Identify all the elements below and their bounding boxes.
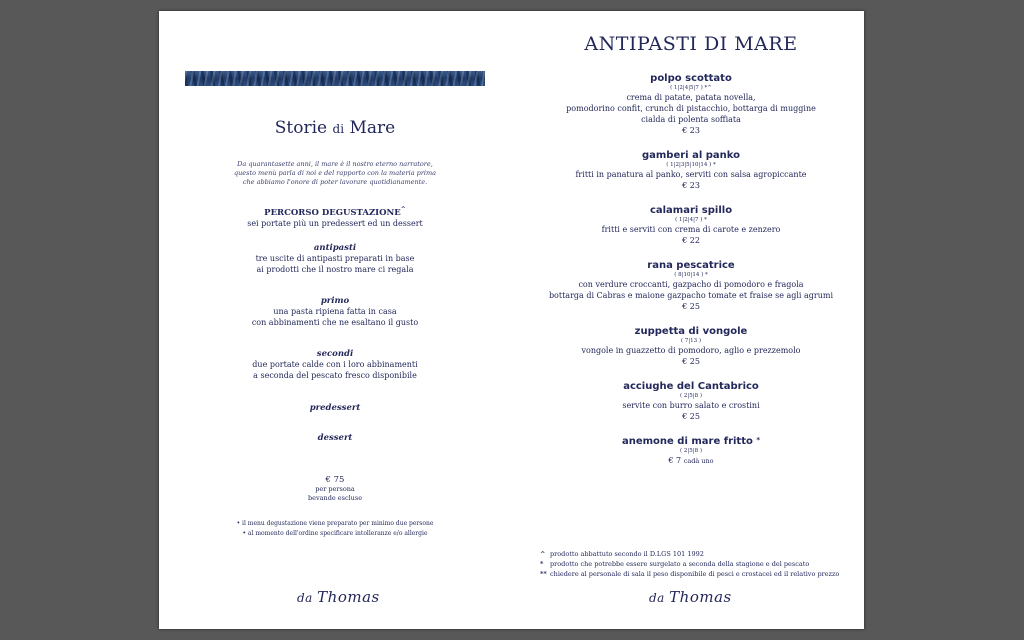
footnote-item: ^ prodotto abbattuto secondo il D.LGS 101 1992 — [540, 550, 704, 558]
footnote-item: * prodotto che potrebbe essere surgelato a seconda della stagione e del pescato — [540, 560, 810, 568]
section-predessert: predessert — [309, 402, 361, 413]
dish-list — [531, 73, 851, 467]
section-secondi: secondi due portate calde con i loro abbinamenti a seconda del pescato fresco disponibile — [252, 348, 418, 380]
signature-right: da Thomas — [649, 588, 732, 606]
tasting-price: € 75 per persona bevande escluse — [307, 474, 363, 502]
dish-item: calamari spillo ( 1|2|4|7 ) * fritti e serviti con crema di carote e zenzero € 22 — [601, 205, 781, 245]
percorso-desc: sei portate più un predessert ed un dessert — [247, 218, 423, 228]
percorso-block — [185, 206, 485, 229]
antipasti-column — [531, 33, 851, 480]
tasting-notes: • il menu degustazione viene preparato per minimo due persone • al momento dell'ordine specificare intolleranze e/o allergie — [236, 519, 434, 537]
section-antipasti: antipasti tre uscite di antipasti preparati in base ai prodotti che il nostro mare ci regala — [255, 242, 415, 274]
section-primo: primo una pasta ripiena fatta in casa con abbinamenti che ne esaltano il gusto — [251, 295, 419, 327]
footnote-item: ** chiedere al personale di sala il peso disponibile di pesci e crostacei ed il relativo prezzo — [540, 570, 840, 578]
dish-item: acciughe del Cantabrico ( 2|5|8 ) servite con burro salato e crostini € 25 — [622, 381, 760, 421]
footnotes — [540, 549, 860, 579]
dish-item: gamberi al panko ( 1|2|3|5|10|14 ) * fritti in panatura al panko, serviti con salsa agropiccante € 23 — [575, 150, 807, 190]
intro-text: Da quarantasette anni, il mare è il nostro eterno narratore, questo menù parla di noi e del rapporto con la materia prima che abbiamo l'onore di poter lavorare quotidianamente. — [233, 160, 437, 186]
signature-left: da Thomas — [297, 588, 380, 606]
percorso-heading: PERCORSO DEGUSTAZIONE^ — [264, 206, 406, 218]
dish-item: rana pescatrice ( 8|10|14 ) * con verdure croccanti, gazpacho di pomodoro e fragola bottarga di Cabras e maione gazpacho tomate et fraise se agli agrumi € 25 — [548, 260, 834, 311]
menu-title: Storie di Mare — [274, 118, 396, 138]
dish-item: polpo scottato ( 1|2|4|5|7 ) *^ crema di patate, patata novella, pomodorino confit, crunch di pistacchio, bottarga di muggine cialda di polenta soffiata € 23 — [566, 73, 816, 135]
antipasti-title: ANTIPASTI DI MARE — [584, 33, 798, 55]
menu-page — [159, 11, 864, 629]
tasting-menu-column — [185, 71, 485, 539]
dish-item: zuppetta di vongole ( 7|13 ) vongole in guazzetto di pomodoro, aglio e prezzemolo € 25 — [581, 326, 801, 366]
dish-item: anemone di mare fritto * ( 2|5|8 ) € 7 cadà uno — [621, 436, 761, 465]
sea-photo-banner — [185, 71, 485, 86]
section-dessert: dessert — [317, 432, 353, 443]
